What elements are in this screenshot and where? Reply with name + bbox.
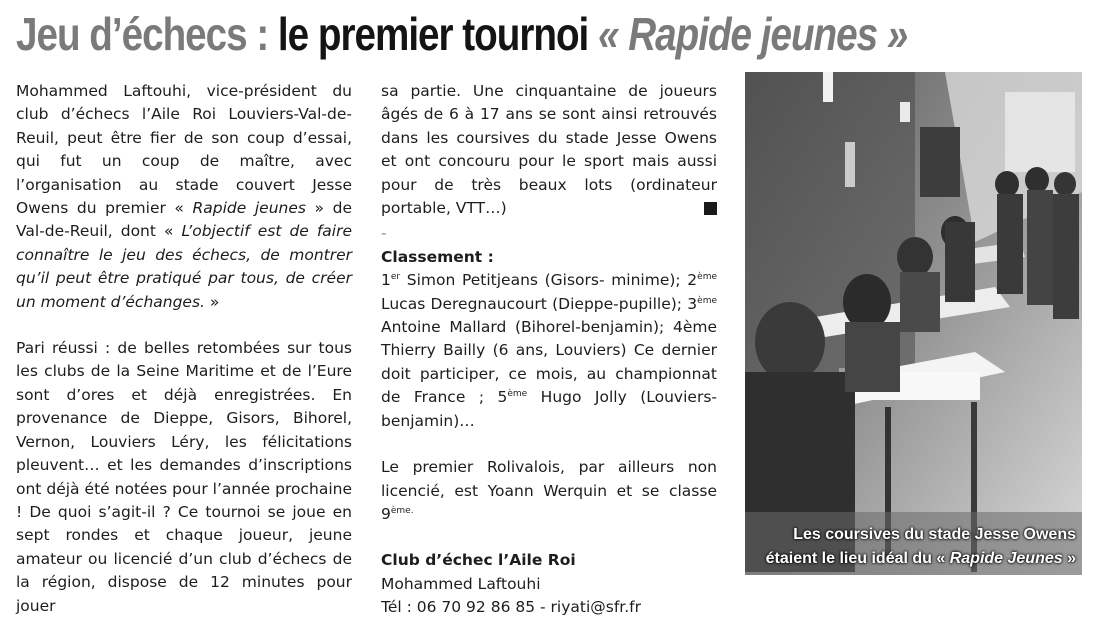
intro-text-2: » de Val-de-Reuil, dont « — [16, 199, 352, 241]
rolivalois-paragraph: Le premier Rolivalois, par ailleurs non licencié, est Yoann Werquin et se classe $9^{ème.}$ — [381, 458, 717, 523]
classement-list: 1er Simon Petitjeans (Gisors- minime); 2ème Lucas Deregnaucourt (Dieppe-pupille); 3ème Antoine Mallard (Bihorel-benjamin); 4ème Thierry Bailly (6 ans, Louviers) Ce dernier doit participer, ce mois, au championnat de France ; 5ème Hugo Jolly (Louviers-benjamin)… — [381, 271, 717, 430]
objective-quote: L’objectif est de faire connaître le jeu des échecs, de montrer qu’il peut être pratiqué par tous, de créer un moment d’échanges. — [16, 222, 352, 311]
headline-part-2: le premier tournoi — [277, 8, 599, 60]
photo-illustration — [745, 72, 1082, 575]
classement-title: Classement : — [381, 247, 494, 266]
separator-dash: - — [381, 224, 387, 243]
tournament-photo — [745, 72, 1082, 575]
signature-contact: Tél : 06 70 92 86 85 - riyati@sfr.fr — [381, 598, 641, 617]
intro-text: Mohammed Laftouhi, vice-président du club d’échecs l’Aile Roi Louviers-Val-de-Reuil, peut être fier de son coup d’essai, qui fut un coup de maître, avec l’organisation au stade couvert Jesse Owens du premier « — [16, 82, 352, 218]
continuation-text: sa partie. Une cinquantaine de joueurs âgés de 6 à 17 ans se sont ainsi retrouvés dans les coursives du stade Jesse Owens et ont concouru pour le sport mais aussi pour de très beaux lots (ordinateur portable, VTT…) — [381, 82, 717, 218]
end-mark-icon — [704, 202, 717, 215]
photo-caption: Les coursives du stade Jesse Owens étaient le lieu idéal du « Rapide Jeunes » — [765, 526, 1076, 567]
intro-paragraph — [16, 80, 352, 314]
headline — [16, 2, 915, 66]
article-column-1 — [16, 80, 352, 618]
continuation-paragraph — [381, 80, 717, 220]
event-name: Rapide jeunes — [192, 199, 306, 218]
headline-part-1: Jeu d’échecs : — [16, 8, 278, 60]
quote-close: » — [204, 292, 220, 311]
signature-club: Club d’échec l’Aile Roi — [381, 551, 576, 570]
article-column-2 — [381, 80, 717, 620]
body-paragraph: Pari réussi : de belles retombées sur tous les clubs de la Seine Maritime et de l’Eure sont d’ores et déjà enregistrées. En provenance de Dieppe, Gisors, Bihorel, Vernon, Louviers Léry, les félicitations pleuvent… et les demandes d’inscriptions ont déjà été notées pour l’année prochaine ! De quoi s’agit-il ? Ce tournoi se joue en sept rondes et chaque joueur, jeune amateur ou licencié d’un club d’échecs de la région, dispose de 12 minutes pour jouer — [16, 339, 352, 615]
signature-name: Mohammed Laftouhi — [381, 574, 541, 593]
headline-part-3: « Rapide jeunes » — [598, 8, 908, 60]
